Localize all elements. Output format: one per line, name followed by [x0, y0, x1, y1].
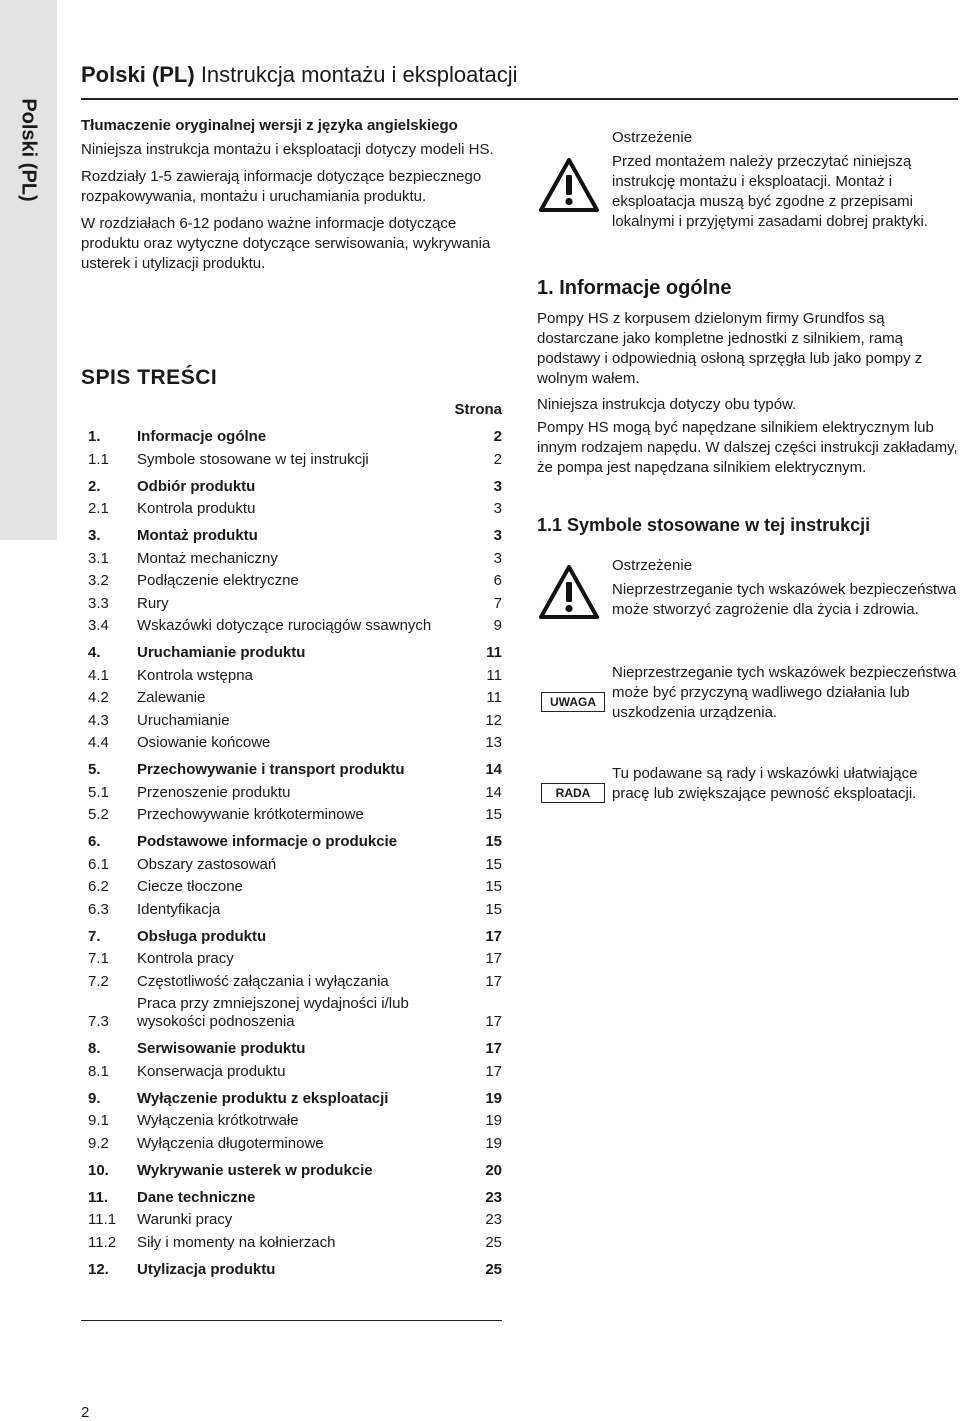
toc-chapter-row — [88, 1189, 502, 1207]
intro-paragraph-1: Niniejsza instrukcja montażu i eksploatacji dotyczy modeli HS. — [81, 141, 494, 158]
toc-entry-number: 12. — [88, 1260, 109, 1278]
toc-entry-number: 5. — [88, 761, 101, 778]
toc-entry-number: 9.2 — [88, 1134, 109, 1152]
toc-entry-page: 17 — [485, 1062, 502, 1080]
toc-entry-page: 17 — [485, 1013, 502, 1030]
toc-entry-page: 11 — [486, 689, 502, 706]
uwaga-text: Nieprzestrzeganie tych wskazówek bezpieczeństwa może być przyczyną wadliwego działania lub uszkodzenia urządzenia. — [612, 664, 957, 721]
toc-entry-page: 15 — [485, 806, 502, 823]
toc-subsection-row — [88, 950, 502, 968]
warning-top-label: Ostrzeżenie — [612, 129, 693, 146]
section-1-1-heading: 1.1 Symbole stosowane w tej instrukcji — [537, 515, 871, 535]
toc-entry-title: Uruchamianie — [137, 711, 230, 729]
toc-entry-title: Konserwacja produktu — [137, 1062, 286, 1080]
toc-entry-page: 17 — [485, 1040, 502, 1057]
uwaga-badge: UWAGA — [541, 692, 605, 712]
toc-entry-page: 19 — [485, 1134, 502, 1152]
toc-entry-page: 3 — [493, 500, 502, 517]
toc-entry-page: 19 — [485, 1089, 502, 1107]
toc-subsection-row — [88, 689, 502, 707]
toc-entry-title: Odbiór produktu — [137, 477, 256, 495]
symbol-warning-body: Nieprzestrzeganie tych wskazówek bezpieczeństwa może stworzyć zagrożenie dla życia i zdrowia. — [612, 581, 957, 618]
toc-subsection-row — [88, 878, 502, 896]
toc-entry-title: Obsługa produktu — [137, 927, 267, 945]
intro-paragraph-2: Rozdziały 1-5 zawierają informacje dotyczące bezpiecznego rozpakowywania, montażu i uruchamiania produktu. — [81, 168, 482, 205]
toc-entry-page: 2 — [493, 450, 502, 468]
toc-entry-title: Obszary zastosowań — [137, 855, 277, 873]
toc-entry-page: 15 — [485, 900, 502, 918]
toc-entry-page: 3 — [493, 477, 502, 495]
intro-section — [81, 116, 501, 281]
symbol-warning-label: Ostrzeżenie — [612, 557, 693, 574]
toc-entry-title: Identyfikacja — [137, 900, 221, 918]
toc-entry-title: Montaż produktu — [137, 527, 258, 544]
toc-entry-number: 5.1 — [88, 783, 109, 801]
toc-entry-number: 3.2 — [88, 572, 109, 589]
toc-subsection-row — [88, 856, 502, 874]
warning-triangle-icon — [539, 158, 599, 212]
toc-entry-title: Serwisowanie produktu — [137, 1040, 306, 1057]
rada-text: Tu podawane są rady i wskazówki ułatwiające pracę lub zwiększające pewność eksploatacji. — [612, 765, 918, 802]
toc-entry-number: 10. — [88, 1161, 109, 1179]
symbol-warning-text — [612, 556, 958, 620]
toc-divider — [81, 1320, 502, 1321]
toc-entry-number: 3. — [88, 527, 101, 544]
toc-chapter-row — [88, 527, 502, 545]
toc-entry-title: Wykrywanie usterek w produkcie — [137, 1161, 373, 1179]
toc-entry-number: 2.1 — [88, 500, 109, 517]
toc-subsection-row — [88, 572, 502, 590]
toc-entry-number: 11.1 — [88, 1211, 117, 1228]
page-title-language: Polski (PL) — [81, 62, 195, 87]
toc-entry-number: 8.1 — [88, 1062, 109, 1080]
toc-entry-page: 23 — [485, 1188, 502, 1206]
toc-entry-number: 7.3 — [88, 1013, 109, 1030]
toc-entry-page: 17 — [485, 972, 502, 990]
toc-entry-title: Przenoszenie produktu — [137, 783, 291, 801]
rada-badge: RADA — [541, 783, 605, 803]
toc-subsection-row — [88, 784, 502, 802]
intro-lead: Tłumaczenie oryginalnej wersji z języka angielskiego — [81, 117, 458, 134]
toc-entry-number: 3.4 — [88, 617, 109, 634]
toc-subsection-row — [88, 734, 502, 752]
toc-subsection-row — [88, 617, 502, 635]
toc-subsection-row — [88, 973, 502, 991]
toc-subsection-row — [88, 1112, 502, 1130]
header-divider — [81, 98, 958, 100]
toc-entry-page: 11 — [486, 666, 502, 684]
toc-entry-page: 3 — [493, 527, 502, 544]
toc-entry-page: 6 — [493, 572, 502, 589]
toc-entry-page: 25 — [485, 1260, 502, 1278]
toc-entry-number: 6. — [88, 833, 101, 850]
page-number: 2 — [81, 1404, 90, 1421]
toc-entry-number: 4.1 — [88, 666, 109, 684]
toc-entry-page: 25 — [485, 1233, 502, 1251]
toc-chapter-row — [88, 644, 502, 662]
toc-chapter-row — [88, 761, 502, 779]
toc-entry-number: 4.4 — [88, 734, 109, 751]
toc-entry-page: 15 — [485, 833, 502, 850]
toc-entry-title: Informacje ogólne — [137, 428, 267, 445]
toc-entry-page: 9 — [493, 617, 502, 634]
toc-entry-number: 6.1 — [88, 855, 109, 873]
toc-entry-title: Wyłączenia krótkotrwałe — [137, 1112, 299, 1129]
toc-entry-number: 9.1 — [88, 1112, 109, 1129]
toc-chapter-row — [88, 1162, 502, 1180]
toc-entry-page: 2 — [493, 428, 502, 445]
toc-entry-number: 4.3 — [88, 711, 109, 729]
toc-entry-title: Utylizacja produktu — [137, 1260, 276, 1278]
section-1-heading: 1. Informacje ogólne — [537, 277, 732, 299]
toc-title: SPIS TREŚCI — [81, 366, 218, 389]
toc-chapter-row — [88, 428, 502, 446]
toc-entry-page: 11 — [486, 644, 502, 661]
toc-entry-page: 12 — [485, 711, 502, 729]
toc-entry-title: Rury — [137, 594, 169, 612]
toc-entry-title: Podłączenie elektryczne — [137, 572, 299, 589]
toc-entry-title: Przechowywanie krótkoterminowe — [137, 806, 364, 823]
toc-chapter-row — [88, 1090, 502, 1108]
toc-subsection-row — [88, 712, 502, 730]
toc-entry-page: 15 — [485, 878, 502, 895]
toc-entry-title: Podstawowe informacje o produkcie — [137, 833, 398, 850]
toc-chapter-row — [88, 833, 502, 851]
toc-entry-title: Ciecze tłoczone — [137, 878, 243, 895]
toc-subsection-row — [88, 1234, 502, 1252]
toc-entry-title: Uruchamianie produktu — [137, 644, 306, 661]
toc-entry-title: Dane techniczne — [137, 1188, 256, 1206]
toc-subsection-row — [88, 667, 502, 685]
warning-triangle-icon — [539, 565, 599, 619]
side-language-tab — [0, 0, 57, 540]
toc-entry-title: Osiowanie końcowe — [137, 734, 271, 751]
toc-entry-page: 15 — [485, 855, 502, 873]
toc-subsection-row — [88, 901, 502, 919]
toc-page-header: Strona — [454, 401, 502, 418]
toc-entry-number: 4.2 — [88, 689, 109, 706]
toc-entry-number: 7.1 — [88, 950, 109, 967]
toc-chapter-row — [88, 1040, 502, 1058]
toc-entry-number: 1. — [88, 428, 101, 445]
toc-entry-number: 11.2 — [88, 1233, 117, 1251]
toc-entry-number: 7. — [88, 927, 101, 945]
toc-entry-number: 3.3 — [88, 594, 109, 612]
toc-entry-number: 3.1 — [88, 549, 109, 567]
toc-entry-title: Wyłączenie produktu z eksploatacji — [137, 1089, 389, 1107]
page-title — [81, 62, 518, 88]
toc-subsection-row — [88, 806, 502, 824]
warning-top-body: Przed montażem należy przeczytać niniejszą instrukcję montażu i eksploatacji. Montaż i eksploatacja muszą być zgodne z przepisami lokalnymi i przyjętymi zasadami dobrej praktyki. — [612, 153, 928, 230]
toc-entry-number: 11. — [88, 1188, 109, 1206]
toc-entry-page: 7 — [493, 594, 502, 612]
toc-subsection-row — [88, 451, 502, 469]
toc-entry-page: 14 — [485, 783, 502, 801]
toc-entry-number: 9. — [88, 1089, 101, 1107]
toc-entry-title: Częstotliwość załączania i wyłączania — [137, 972, 389, 990]
toc-subsection-row — [88, 1135, 502, 1153]
toc-chapter-row — [88, 928, 502, 946]
toc-subsection-row — [88, 1211, 502, 1229]
toc-entry-page: 13 — [485, 734, 502, 751]
toc-entry-page: 3 — [493, 549, 502, 567]
toc-subsection-row — [88, 595, 502, 613]
toc-entry-title: Wskazówki dotyczące rurociągów ssawnych — [137, 617, 432, 634]
toc-subsection-row — [88, 550, 502, 568]
toc-entry-number: 2. — [88, 477, 101, 495]
toc-subsection-row — [88, 1063, 502, 1081]
toc-entry-title: Montaż mechaniczny — [137, 549, 278, 567]
table-of-contents — [88, 428, 502, 1279]
toc-entry-title: Zalewanie — [137, 689, 206, 706]
toc-chapter-row — [88, 1261, 502, 1279]
toc-entry-title: Siły i momenty na kołnierzach — [137, 1233, 336, 1251]
toc-entry-title: Kontrola produktu — [137, 500, 256, 517]
toc-subsection-row — [88, 995, 502, 1031]
intro-paragraph-3: W rozdziałach 6-12 podano ważne informacje dotyczące produktu oraz wytyczne dotyczące serwisowania, wykrywania usterek i utylizacji produktu. — [81, 215, 491, 272]
toc-entry-title: Praca przy zmniejszonej wydajności i/lub wysokości podnoszenia — [137, 995, 409, 1030]
section-1-paragraph-1: Pompy HS z korpusem dzielonym firmy Grundfos są dostarczane jako kompletne jednostki z silnikiem, ramą podstawy i odpowiednią osłoną sprzęgła lub jako pompy z wolnym wałem. — [537, 310, 923, 387]
toc-entry-page: 17 — [485, 950, 502, 967]
section-1-paragraph-3: Pompy HS mogą być napędzane silnikiem elektrycznym lub innym rodzajem napędu. W dalszej części instrukcji zakładamy, że pompa jest napędzana silnikiem elektrycznym. — [537, 419, 958, 476]
toc-entry-page: 20 — [485, 1161, 502, 1179]
toc-entry-title: Przechowywanie i transport produktu — [137, 761, 405, 778]
toc-entry-number: 6.3 — [88, 900, 109, 918]
toc-entry-number: 1.1 — [88, 450, 109, 468]
side-tab-label: Polski (PL) — [17, 98, 40, 202]
section-1-paragraph-2: Niniejsza instrukcja dotyczy obu typów. — [537, 396, 797, 413]
toc-entry-page: 19 — [485, 1112, 502, 1129]
warning-top-text — [612, 128, 958, 232]
toc-entry-title: Symbole stosowane w tej instrukcji — [137, 450, 369, 468]
toc-entry-number: 5.2 — [88, 806, 109, 823]
toc-entry-number: 6.2 — [88, 878, 109, 895]
toc-chapter-row — [88, 478, 502, 496]
toc-entry-page: 14 — [485, 761, 502, 778]
toc-entry-title: Kontrola pracy — [137, 950, 234, 967]
toc-entry-title: Wyłączenia długoterminowe — [137, 1134, 324, 1152]
page-title-text: Instrukcja montażu i eksploatacji — [200, 62, 518, 87]
toc-entry-title: Warunki pracy — [137, 1211, 233, 1228]
toc-entry-page: 17 — [485, 927, 502, 945]
toc-entry-title: Kontrola wstępna — [137, 666, 253, 684]
toc-entry-page: 23 — [485, 1211, 502, 1228]
toc-entry-number: 4. — [88, 644, 101, 661]
toc-subsection-row — [88, 500, 502, 518]
toc-entry-number: 7.2 — [88, 972, 109, 990]
toc-entry-number: 8. — [88, 1040, 101, 1057]
